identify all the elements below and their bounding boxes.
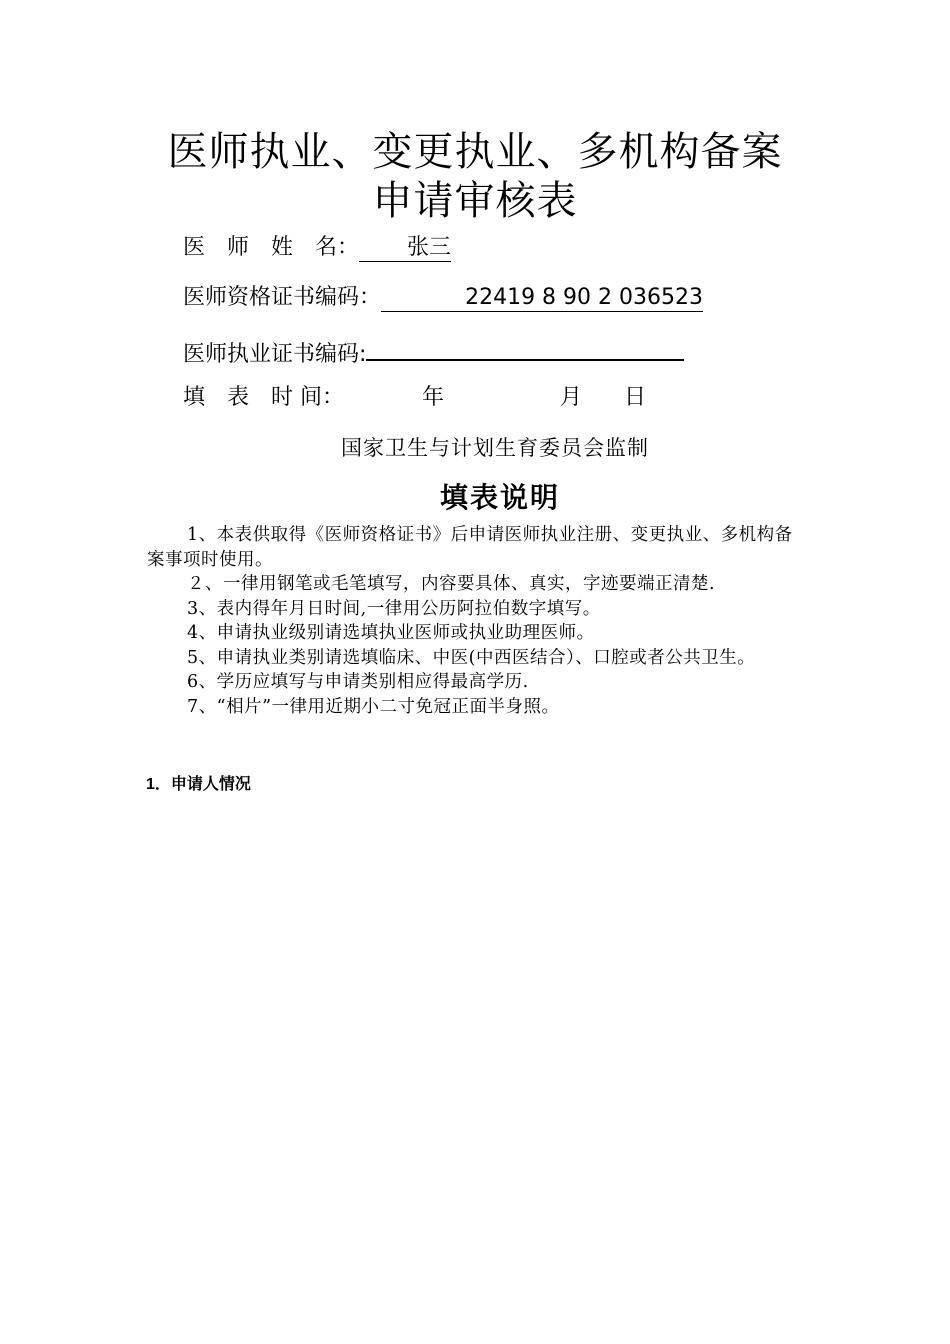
fill-date-field	[183, 383, 646, 413]
qualification-cert-value: 22419 8 90 2 036523	[381, 285, 703, 312]
instruction-item: 3、表内得年月日时间,一律用公历阿拉伯数字填写。	[187, 598, 601, 619]
qualification-cert-label: 医师资格证书编码：	[183, 285, 382, 310]
day-label: 日	[624, 385, 647, 410]
section-heading-applicant: 1．申请人情况	[146, 776, 251, 793]
instruction-item: ２、一律用钢笔或毛笔填写，内容要具体、真实，字迹要端正清楚.	[187, 574, 716, 594]
instructions-list	[147, 523, 807, 719]
instruction-item: 6、学历应填写与申请类别相应得最高学历.	[187, 672, 529, 692]
form-title-line-2: 申请审核表	[372, 178, 578, 224]
doctor-name-value: 张三	[359, 235, 451, 262]
instruction-item: 4、申请执业级别请选填执业医师或执业助理医师。	[187, 623, 595, 643]
practice-cert-value	[366, 333, 684, 361]
instruction-item: 1、本表供取得《医师资格证书》后申请医师执业注册、变更执业、多机构备案事项时使用。	[147, 525, 793, 570]
doctor-name-label: 医 师 姓 名：	[183, 235, 360, 260]
instruction-item: 7、“相片”一律用近期小二寸免冠正面半身照。	[187, 696, 560, 717]
instruction-item: 5、申请执业类别请选填临床、中医(中西医结合）、口腔或者公共卫生。	[187, 647, 756, 668]
qualification-cert-field	[183, 283, 703, 313]
form-title-line-1: 医师执业、变更执业、多机构备案	[167, 129, 783, 175]
instructions-heading: 填表说明	[439, 481, 560, 514]
supervisor-line: 国家卫生与计划生育委员会监制	[341, 436, 649, 460]
year-label: 年	[422, 385, 445, 410]
doctor-name-field	[183, 233, 451, 263]
practice-cert-label: 医师执业证书编码:	[183, 342, 367, 367]
month-label: 月	[560, 385, 583, 410]
practice-cert-field	[183, 333, 684, 370]
fill-date-label: 填 表 时 间：	[183, 385, 344, 410]
